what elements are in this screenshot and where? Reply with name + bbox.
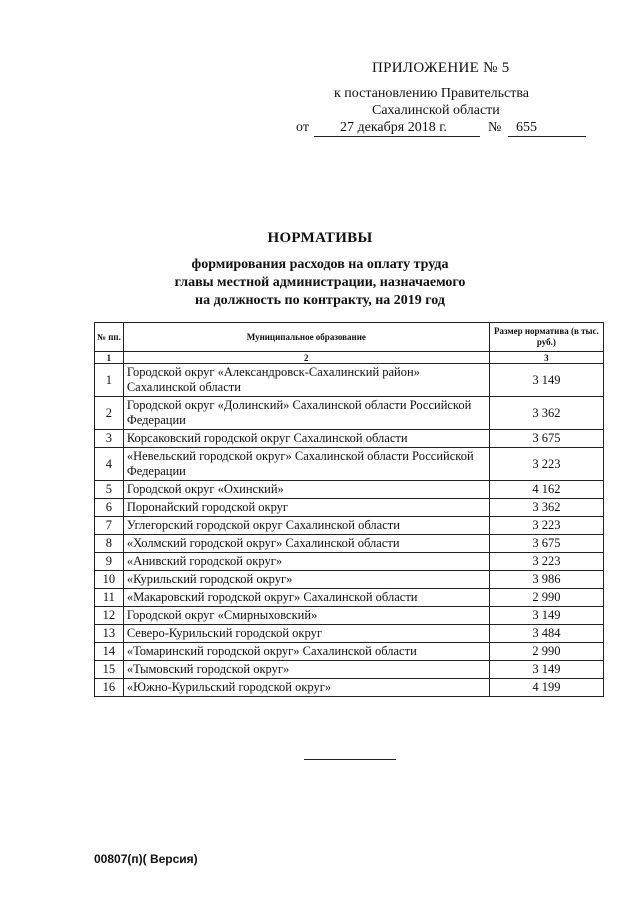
table-row [95,448,604,481]
municipality-name: Углегорский городской округ Сахалинской области [123,517,489,535]
norm-value: 3 484 [489,625,603,643]
municipality-name: «Анивский городской округ» [123,553,489,571]
decree-number: 655 [516,120,537,135]
norm-value: 2 990 [489,643,603,661]
norm-value: 3 986 [489,571,603,589]
municipality-name: «Холмский городской округ» Сахалинской области [123,535,489,553]
row-number: 2 [95,397,124,430]
column-index: 2 [123,352,489,364]
row-number: 4 [95,448,124,481]
row-number: 11 [95,589,124,607]
decree-date: 27 декабря 2018 г. [340,120,447,135]
norm-value: 3 223 [489,517,603,535]
table-row [95,397,604,430]
norm-value: 3 362 [489,499,603,517]
table-row [95,661,604,679]
row-number: 7 [95,517,124,535]
row-number: 1 [95,364,124,397]
appendix-date-row [296,120,596,138]
table-row [95,535,604,553]
municipality-name: Корсаковский городской округ Сахалинской области [123,430,489,448]
municipality-name: «Невельский городской округ» Сахалинской области Российской Федерации [123,448,489,481]
row-number: 9 [95,553,124,571]
document-subtitle-line: на должность по контракту, на 2019 год [195,293,445,308]
row-number: 3 [95,430,124,448]
norm-value: 2 990 [489,589,603,607]
header-municipality: Муниципальное образование [123,323,489,352]
from-label: от [296,120,309,135]
norm-value: 3 149 [489,364,603,397]
municipality-name: «Тымовский городской округ» [123,661,489,679]
municipality-name: Северо-Курильский городской округ [123,625,489,643]
document-subtitle-line: формирования расходов на оплату труда [191,257,449,272]
municipality-name: Городской округ «Александровск-Сахалинский район» Сахалинской области [123,364,489,397]
row-number: 15 [95,661,124,679]
norm-value: 3 149 [489,661,603,679]
row-number: 12 [95,607,124,625]
document-title: НОРМАТИВЫ [267,230,373,246]
table-row [95,589,604,607]
table-row [95,499,604,517]
norm-value: 4 199 [489,679,603,697]
table-row [95,571,604,589]
table-row [95,607,604,625]
norm-value: 3 675 [489,535,603,553]
appendix-title: ПРИЛОЖЕНИЕ № 5 [372,60,510,76]
table-row [95,430,604,448]
appendix-decree-line: к постановлению Правительства [334,86,530,101]
municipality-name: «Курильский городской округ» [123,571,489,589]
table-row [95,364,604,397]
table-row [95,553,604,571]
row-number: 6 [95,499,124,517]
municipality-name: «Томаринский городской округ» Сахалинской области [123,643,489,661]
header-norm-size: Размер норматива (в тыс. руб.) [489,323,603,352]
norm-value: 3 223 [489,448,603,481]
municipality-name: Городской округ «Долинский» Сахалинской области Российской Федерации [123,397,489,430]
norm-value: 3 149 [489,607,603,625]
table-row [95,625,604,643]
municipality-name: «Макаровский городской округ» Сахалинской области [123,589,489,607]
norm-value: 3 362 [489,397,603,430]
row-number: 14 [95,643,124,661]
municipality-name: Городской округ «Охинский» [123,481,489,499]
norm-value: 4 162 [489,481,603,499]
column-index: 1 [95,352,124,364]
table-row [95,481,604,499]
column-index: 3 [489,352,603,364]
norms-table [94,322,604,697]
closing-divider [304,759,396,760]
document-subtitle-line: главы местной администрации, назначаемого [174,275,466,290]
row-number: 10 [95,571,124,589]
municipality-name: Поронайский городской округ [123,499,489,517]
norm-value: 3 223 [489,553,603,571]
row-number: 8 [95,535,124,553]
row-number: 13 [95,625,124,643]
document-code: 00807(п)( Версия) [94,852,198,866]
row-number: 5 [95,481,124,499]
municipality-name: «Южно-Курильский городской округ» [123,679,489,697]
number-underline [508,136,586,137]
table-row [95,517,604,535]
table-row [95,643,604,661]
number-label: № [488,120,502,135]
norm-value: 3 675 [489,430,603,448]
municipality-name: Городской округ «Смирныховский» [123,607,489,625]
date-underline [314,136,480,137]
appendix-region-line: Сахалинской области [372,103,500,118]
header-number: № пп. [95,323,124,352]
table-row [95,679,604,697]
row-number: 16 [95,679,124,697]
